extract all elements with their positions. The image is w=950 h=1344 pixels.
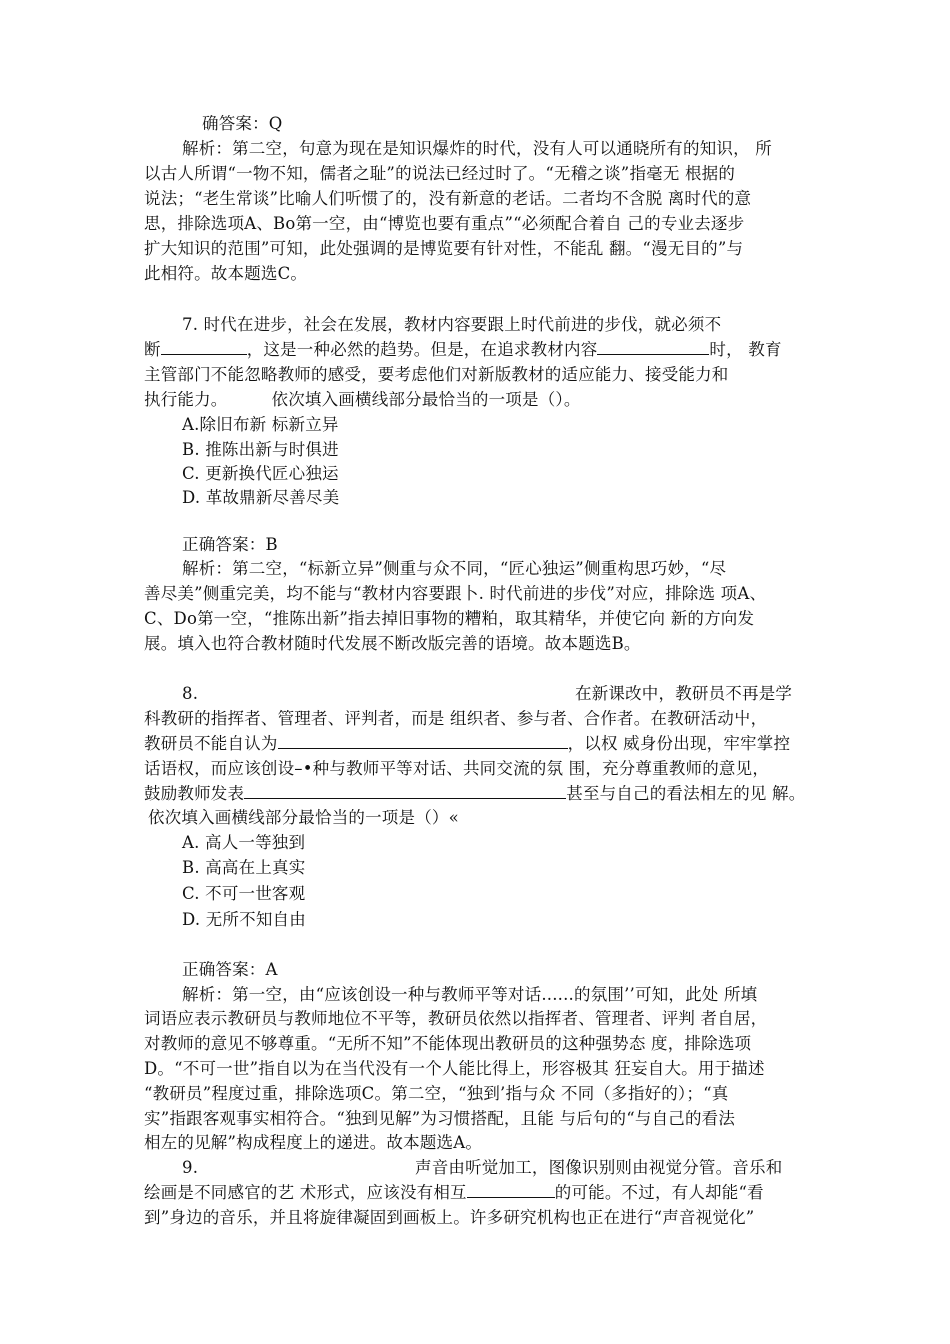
q8-stem-line [144,782,805,806]
q6-answer: 确答案：Q [202,114,283,133]
q6-analysis-line: 以古人所谓“一物不知，儒者之耻”的说法已经过时了。“无稽之谈”指毫无 根据的 [144,164,736,183]
q7-stem-text: 执行能力。 [144,390,228,409]
q8-stem-line: 在新课改中，教研员不再是学 [575,684,793,703]
q7-stem-text: 断 [144,340,161,359]
q7-stem-line [144,388,581,412]
fill-blank [161,338,247,355]
q8-analysis-line: 对教师的意见不够尊重。“无所不知”不能体现出教研员的这种强势态 度，排除选项 [144,1034,752,1053]
q8-analysis-line: “教研员”程度过重，排除选项C。第二空，“独到’指与众 不同（多指好的）；“真 [144,1084,729,1103]
q6-analysis-line: 思，排除选项A、Bo第一空，由“博览也要有重点”“必须配合着自 己的专业去逐步 [144,214,745,233]
q8-stem-text: 甚至与自己的看法相左的见 解。 [566,784,806,803]
q7-stem-text: 时， 教育 [709,340,782,359]
q8-analysis-line: 实”指跟客观事实相符合。“独到见解”为习惯搭配，且能 与后句的“与自己的看法 [144,1109,736,1128]
q7-option-b: B. 推陈出新与时俱进 [182,440,339,459]
q7-option-a: A.除旧布新 标新立异 [182,415,339,434]
fill-blank [278,732,568,749]
fill-blank [467,1181,555,1198]
q8-stem-text: 教研员不能自认为 [144,734,278,753]
q8-option-a: A. 高人一等独到 [182,833,306,852]
q7-stem-line [144,338,782,362]
q7-option-d: D. 革故鼎新尽善尽美 [182,488,340,507]
q7-answer: 正确答案：B [182,535,278,554]
q8-number: 8. [182,684,199,703]
q8-stem-line: 话语权，而应该创设–•种与教师平等对话、共同交流的氛 围，充分尊重教师的意见， [144,759,770,778]
q8-stem-line [144,732,790,756]
q8-stem-text: ，以权 威身份出现，牢牢掌控 [567,734,791,753]
q9-stem-line: 到”身边的音乐，并且将旋律凝固到画板上。许多研究机构也正在进行“声音视觉化” [144,1208,755,1227]
q6-analysis-line: 说法；“老生常谈”比喻人们听惯了的，没有新意的老话。二者均不含脱 离时代的意 [144,189,752,208]
q9-stem-text: 的可能。不过，有人却能“看 [554,1183,764,1202]
q7-stem-text: ，这是一种必然的趋势。但是，在追求教材内容 [246,340,598,359]
q7-analysis-line: 展。填入也符合教材随时代发展不断改版完善的语境。故本题选B。 [144,634,641,653]
q8-analysis-line: 解析：第一空，由“应该创设一种与教师平等对话......的氛围’’可知，此处 所填 [182,985,758,1004]
q8-stem-line: 科教研的指挥者、管理者、评判者，而是 组织者、参与者、合作者。在教研活动屮， [144,709,768,728]
q6-analysis-line: 扩大知识的范围”可知，此处强调的是博览要有针对性，不能乱 翻。“漫无目的”与 [144,239,744,258]
q8-answer: 正确答案：A [182,960,278,979]
q7-analysis-line: 解析：第二空，“标新立异”侧重与众不同，“匠心独运”侧重构思巧妙，“尽 [182,559,727,578]
q9-stem-line [144,1181,764,1205]
q8-stem-line: 依次填入画横线部分最恰当的一项是（）« [148,808,459,827]
q8-stem-text: 鼓励教师发表 [144,784,245,803]
q8-analysis-line: D。“不可一世”指自以为在当代没有一个人能比得上，形容极其 狂妄自大。用于描述 [144,1059,765,1078]
q7-analysis-line: C、Do第一空，“推陈出新”指去掉旧事物的糟粕，取其精华，并使它向 新的方向发 [144,609,755,628]
q9-number: 9. [182,1158,199,1177]
fill-blank [597,338,709,355]
q8-option-b: B. 高高在上真实 [182,858,306,877]
fill-blank [244,782,566,799]
q7-stem-line: 主管部门不能忽略教师的感受，要考虑他们对新版教材的适应能力、接受能力和 [144,365,729,384]
q8-option-c: C. 不可一世客观 [182,884,306,903]
q9-stem-line: 声音由听觉加工，图像识别则由视觉分管。音乐和 [415,1158,783,1177]
q8-analysis-line: 词语应表示教研员与教师地位不平等，教研员依然以指挥者、管理者、评判 者自居， [144,1009,768,1028]
q7-option-c: C. 更新换代匠心独运 [182,464,339,483]
q6-analysis-line: 此相符。故本题选C。 [144,264,308,283]
q7-stem-line: 7. 时代在进步，社会在发展，教材内容要跟上时代前进的步伐，就必须不 [182,315,722,334]
q7-stem-text: 依次填入画横线部分最恰当的一项是（）。 [271,390,581,409]
q6-analysis-line: 解析：第二空，句意为现在是知识爆炸的时代，没有人可以通晓所有的知识， 所 [182,139,772,158]
q8-analysis-line: 相左的见解”构成程度上的递进。故本题选A。 [144,1133,483,1152]
q7-analysis-line: 善尽美”侧重完美，均不能与“教材内容要跟卜. 时代前进的步伐”对应，排除选 项A、 [144,584,767,603]
q9-stem-text: 绘画是不同感官的艺 术形式，应该没有相互 [144,1183,467,1202]
q8-option-d: D. 无所不知自由 [182,910,306,929]
